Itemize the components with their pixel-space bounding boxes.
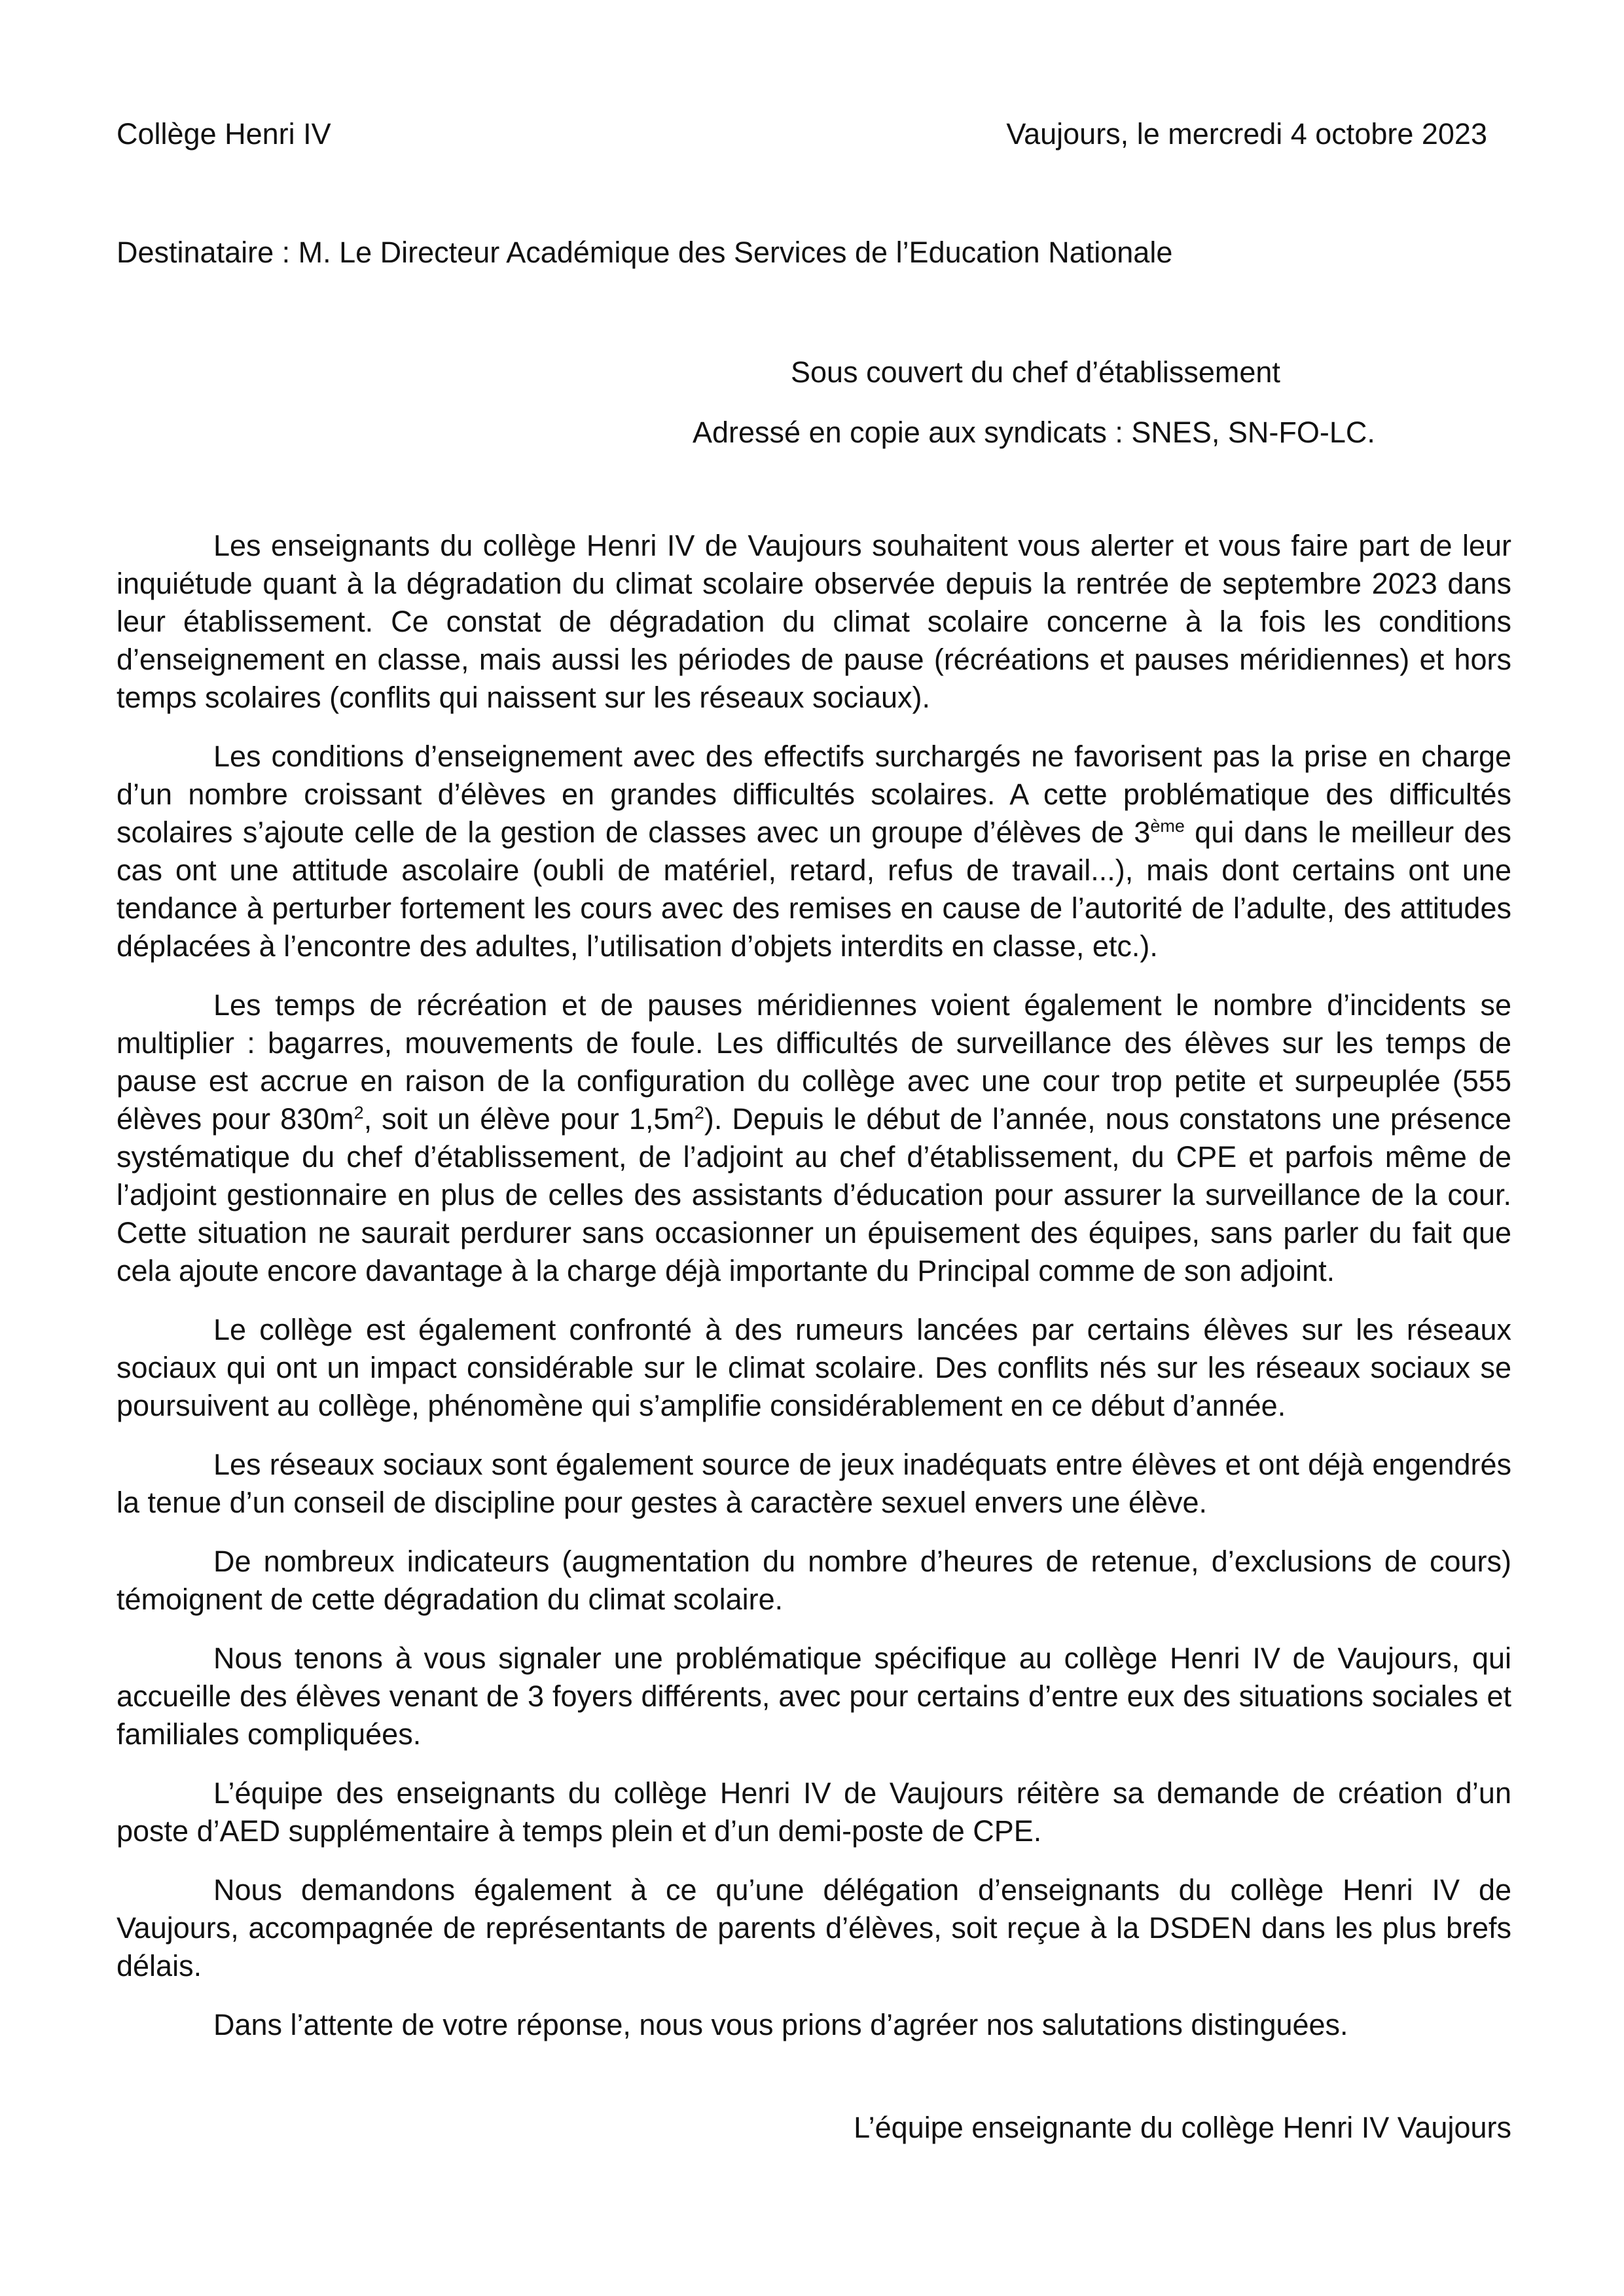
letter-body xyxy=(117,527,1511,2065)
copy-to-line: Adressé en copie aux syndicats : SNES, SN-FO-LC. xyxy=(693,416,1375,449)
paragraph-6: De nombreux indicateurs (augmentation du nombre d’heures de retenue, d’exclusions de cours) témoignent de cette dégradation du climat scolaire. xyxy=(117,1545,1511,1616)
paragraph-2 xyxy=(117,738,1511,965)
signature-line: L’équipe enseignante du collège Henri IV Vaujours xyxy=(854,2111,1511,2144)
paragraph-5: Les réseaux sociaux sont également source de jeux inadéquats entre élèves et ont déjà engendrés la tenue d’un conseil de discipline pour gestes à caractère sexuel envers une élève. xyxy=(117,1448,1511,1519)
paragraph-2-text-b: qui dans le meilleur des cas ont une attitude ascolaire (oubli de matériel, retard, refus de travail...), mais dont certains ont une tendance à perturber fortement les cours avec des remises en cause de l’autorité de l’adulte, des attitudes déplacées à l’encontre des adultes, l’utilisation d’objets interdits en classe, etc.). xyxy=(117,816,1511,963)
superscript-squared-1: 2 xyxy=(353,1103,364,1122)
paragraph-7: Nous tenons à vous signaler une problématique spécifique au collège Henri IV de Vaujours, qui accueille des élèves venant de 3 foyers différents, avec pour certains d’entre eux des situations sociales et familiales compliquées. xyxy=(117,1641,1511,1751)
place-and-date: Vaujours, le mercredi 4 octobre 2023 xyxy=(1006,117,1487,151)
paragraph-4: Le collège est également confronté à des rumeurs lancées par certains élèves sur les réseaux sociaux qui ont un impact considérable sur le climat scolaire. Des conflits nés sur les réseaux sociaux se poursuivent au collège, phénomène qui s’amplifie considérablement en ce début d’année. xyxy=(117,1313,1511,1422)
paragraph-3 xyxy=(117,986,1511,1290)
paragraph-3-text-c: ). Depuis le début de l’année, nous constatons une présence systématique du chef d’établissement, de l’adjoint au chef d’établissement, du CPE et parfois même de l’adjoint gestionnaire en plus de celles des assistants d’éducation pour assurer la surveillance de la cour. Cette situation ne saurait perdurer sans occasionner un épuisement des équipes, sans parler du fait que cela ajoute encore davantage à la charge déjà importante du Principal comme de son adjoint. xyxy=(117,1102,1512,1287)
sender-name: Collège Henri IV xyxy=(117,117,331,151)
paragraph-8: L’équipe des enseignants du collège Henri IV de Vaujours réitère sa demande de création d’un poste d’AED supplémentaire à temps plein et d’un demi-poste de CPE. xyxy=(117,1776,1511,1848)
paragraph-3-text-b: , soit un élève pour 1,5m xyxy=(363,1102,695,1136)
paragraph-1: Les enseignants du collège Henri IV de Vaujours souhaitent vous alerter et vous faire part de leur inquiétude quant à la dégradation du climat scolaire observée depuis la rentrée de septembre 2023 dans leur établissement. Ce constat de dégradation du climat scolaire concerne à la fois les conditions d’enseignement en classe, mais aussi les périodes de pause (récréations et pauses méridiennes) et hors temps scolaires (conflits qui naissent sur les réseaux sociaux). xyxy=(117,529,1511,714)
paragraph-2-text-a: Les conditions d’enseignement avec des effectifs surchargés ne favorisent pas la prise en charge d’un nombre croissant d’élèves en grandes difficultés scolaires. A cette problématique des difficultés scolaires s’ajoute celle de la gestion de classes avec un groupe d’élèves de 3 xyxy=(117,740,1511,849)
paragraph-10: Dans l’attente de votre réponse, nous vous prions d’agréer nos salutations distinguées. xyxy=(213,2008,1348,2041)
superscript-squared-2: 2 xyxy=(694,1103,704,1122)
superscript-eme: ème xyxy=(1150,816,1185,836)
under-cover-line: Sous couvert du chef d’établissement xyxy=(791,355,1280,389)
paragraph-9: Nous demandons également à ce qu’une délégation d’enseignants du collège Henri IV de Vaujours, accompagnée de représentants de parents d’élèves, soit reçue à la DSDEN dans les plus brefs délais. xyxy=(117,1873,1511,1982)
paragraph-3-text-a: Les temps de récréation et de pauses méridiennes voient également le nombre d’incidents se multiplier : bagarres, mouvements de foule. Les difficultés de surveillance des élèves sur les temps de pause est accrue en raison de la configuration du collège avec une cour trop petite et surpeuplée (555 élèves pour 830m xyxy=(117,988,1511,1136)
recipient-line: Destinataire : M. Le Directeur Académique des Services de l’Education Nationale xyxy=(117,236,1173,269)
